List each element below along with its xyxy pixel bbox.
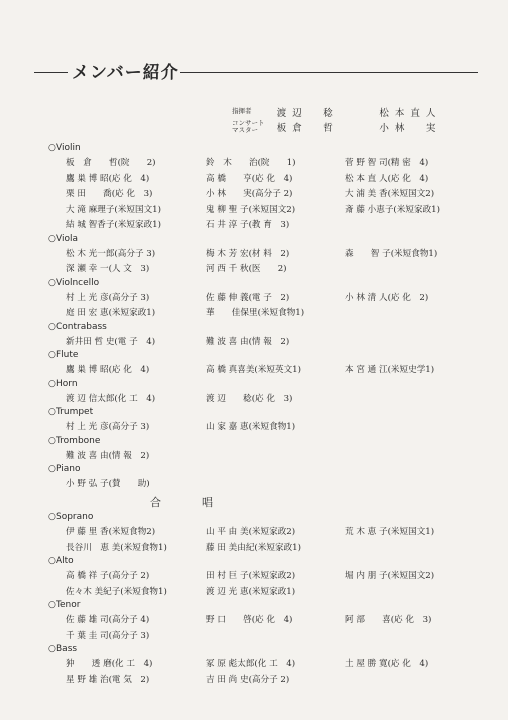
member-entry: 冢 原 彪太郎(化 工 4): [206, 659, 296, 669]
member-entry: 本 宮 通 江(米短史学1): [345, 365, 435, 375]
member-entry: 千 葉 圭 司(高分子 3): [66, 630, 150, 641]
member-entry: 結 城 智香子(米短家政1): [66, 220, 161, 230]
member-entry: 渡 辺 信太郎(化 工 4): [66, 393, 156, 404]
member-entry: 板 倉 哲(院 2): [66, 158, 156, 168]
staff-name: 渡辺 稔: [276, 107, 339, 119]
section-heading: [48, 644, 77, 654]
member-entry: 野 口 啓(応 化 4): [206, 615, 293, 625]
circle-bullet-icon: ○: [48, 512, 56, 522]
section-heading: [48, 436, 100, 446]
member-entry: 菅 野 智 司(精 密 4): [345, 158, 429, 168]
member-entry: 星 野 雄 治(電 気 2): [66, 674, 150, 685]
member-entry: 土 屋 勝 寛(応 化 4): [345, 659, 429, 669]
member-entry: 松 本 直 人(応 化 4): [345, 173, 429, 184]
member-entry: 新井田 哲 史(電 子 4): [66, 336, 156, 347]
section-label: Viola: [56, 233, 78, 244]
page-title: メンバー紹介: [72, 63, 179, 83]
member-entry: 山 平 由 美(米短家政2): [206, 527, 296, 537]
member-entry: 華 佳保里(米短食物1): [206, 308, 305, 318]
chorus-title: 合 唱: [150, 496, 215, 509]
member-entry: 高 橋 真喜美(米短英文1): [206, 365, 301, 375]
staff-row-conductor: [232, 104, 482, 119]
member-entry: 深 瀬 幸 一(人 文 3): [66, 264, 150, 274]
section-heading: [48, 600, 80, 610]
member-entry: 難 波 喜 由(情 報 2): [66, 450, 150, 461]
staff-name: 板倉 哲: [276, 122, 339, 134]
member-entry: 松 木 光一郎(高分子 3): [66, 248, 156, 259]
member-entry: 阿 部 喜(応 化 3): [345, 615, 432, 625]
member-entry: 鈴 木 治(院 1): [206, 158, 296, 168]
member-entry: 吉 田 尚 史(高分子 2): [206, 674, 290, 685]
member-entry: 佐 藤 伸 義(電 子 2): [206, 292, 290, 303]
section-heading: [48, 464, 80, 474]
staff-role: 指揮者: [232, 107, 252, 115]
member-entry: 河 西 千 秋(医 2): [206, 264, 287, 274]
member-entry: 村 上 光 彦(高分子 3): [66, 292, 150, 303]
member-entry: 荒 木 恵 子(米短国文1): [345, 527, 435, 537]
staff-role: コンサート マスター: [232, 118, 265, 134]
member-entry: 石 井 淳 子(教 育 3): [206, 220, 290, 230]
circle-bullet-icon: ○: [48, 233, 56, 244]
member-entry: 斎 藤 小恵子(米短家政1): [345, 204, 440, 215]
member-entry: 大 浦 美 香(米短国文2): [345, 189, 435, 199]
member-entry: 佐々木 美紀子(米短食物1): [66, 586, 167, 597]
section-heading: [48, 556, 74, 566]
section-label: Trombone: [56, 435, 101, 446]
section-label: Alto: [56, 556, 74, 566]
member-entry: 渡 辺 稔(応 化 3): [206, 393, 293, 404]
section-label: Contrabass: [56, 321, 107, 332]
member-entry: 鷹 巣 博 昭(応 化 4): [66, 365, 150, 375]
section-label: Trumpet: [56, 407, 94, 417]
section-heading: [48, 512, 93, 522]
member-entry: 田 村 巨 子(米短家政2): [206, 571, 296, 581]
circle-bullet-icon: ○: [48, 435, 56, 446]
section-heading: [48, 379, 78, 389]
member-entry: 梅 木 芳 宏(材 料 2): [206, 248, 290, 259]
section-heading: [48, 234, 78, 244]
member-entry: 渡 辺 光 恵(米短家政1): [206, 586, 296, 597]
member-entry: 庭 田 宏 恵(米短家政1): [66, 308, 156, 318]
member-entry: 小 林 清 人(応 化 2): [345, 292, 429, 303]
staff-row-concertmaster: [232, 119, 482, 134]
section-label: Soprano: [56, 512, 94, 522]
member-entry: 大 滝 麻理子(米短国文1): [66, 204, 161, 215]
section-heading: [48, 278, 99, 288]
member-entry: 狆 透 磨(化 工 4): [66, 659, 153, 669]
member-entry: 村 上 光 彦(高分子 3): [66, 422, 150, 432]
member-entry: 難 波 喜 由(情 報 2): [206, 336, 290, 347]
page-header: [34, 58, 478, 82]
header-rule-right: [180, 72, 478, 73]
circle-bullet-icon: ○: [48, 407, 56, 417]
member-entry: 高 橋 亨(応 化 4): [206, 173, 293, 184]
section-label: Bass: [56, 644, 78, 654]
section-label: Violin: [56, 143, 81, 153]
member-entry: 小 野 弘 子(賛 助): [66, 479, 150, 489]
circle-bullet-icon: ○: [48, 464, 56, 474]
header-rule-left: [34, 72, 68, 73]
staff-name: 小林 実: [379, 122, 442, 134]
staff-block: [232, 104, 482, 134]
member-entry: 長谷川 恵 美(米短食物1): [66, 542, 167, 553]
circle-bullet-icon: ○: [48, 277, 56, 288]
section-label: Violncello: [56, 277, 100, 288]
section-label: Flute: [56, 350, 79, 360]
section-heading: [48, 350, 78, 360]
staff-name: 松本直人: [379, 107, 442, 119]
circle-bullet-icon: ○: [48, 378, 56, 389]
member-entry: 森 智 子(米短食物1): [345, 248, 438, 259]
member-entry: 鬼 柳 聖 子(米短国文2): [206, 204, 296, 215]
member-entry: 堀 内 朋 子(米短国文2): [345, 571, 435, 581]
member-entry: 鷹 巣 博 昭(応 化 4): [66, 173, 150, 184]
section-label: Tenor: [56, 600, 81, 610]
member-entry: 栗 田 喬(応 化 3): [66, 189, 153, 199]
member-entry: 佐 藤 雄 司(高分子 4): [66, 615, 150, 625]
section-heading: [48, 143, 81, 153]
circle-bullet-icon: ○: [48, 350, 56, 360]
section-label: Piano: [56, 464, 81, 474]
member-entry: 山 家 嘉 恵(米短食物1): [206, 422, 296, 432]
circle-bullet-icon: ○: [48, 321, 56, 332]
circle-bullet-icon: ○: [48, 644, 56, 654]
circle-bullet-icon: ○: [48, 143, 56, 153]
section-heading: [48, 407, 93, 417]
member-entry: 小 林 実(高分子 2): [206, 189, 293, 199]
section-heading: [48, 322, 107, 332]
section-label: Horn: [56, 378, 78, 389]
circle-bullet-icon: ○: [48, 600, 56, 610]
member-entry: 伊 藤 里 香(米短食物2): [66, 527, 156, 537]
member-entry: 高 橋 祥 子(高分子 2): [66, 571, 150, 581]
circle-bullet-icon: ○: [48, 556, 56, 566]
member-entry: 藤 田 美由紀(米短家政1): [206, 542, 301, 553]
